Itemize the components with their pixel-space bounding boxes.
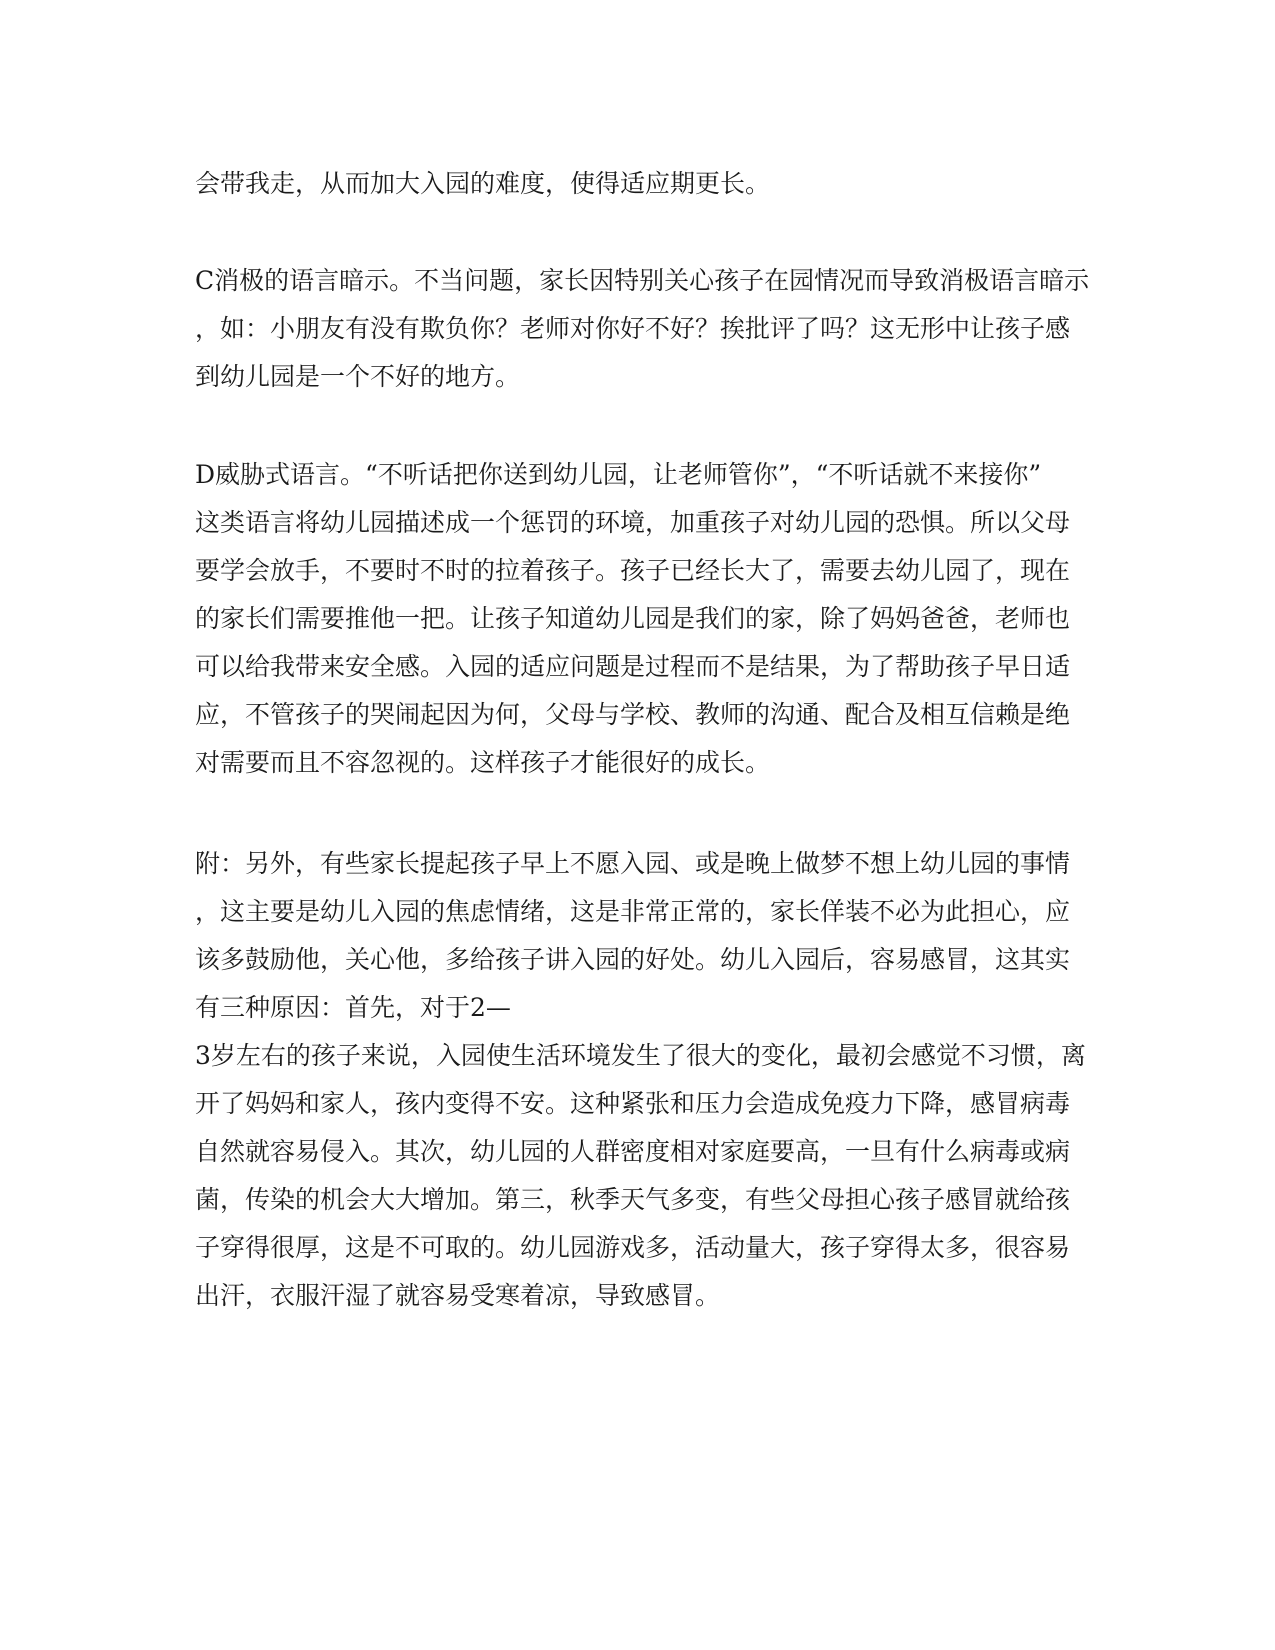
text-line: D威胁式语言。“不听话把你送到幼儿园，让老师管你”，“不听话就不来接你” (195, 460, 1042, 489)
text-line: ，这主要是幼儿入园的焦虑情绪，这是非常正常的，家长佯装不必为此担心，应 (195, 897, 1071, 926)
text-line: C消极的语言暗示。不当问题，家长因特别关心孩子在园情况而导致消极语言暗示 (195, 266, 1090, 295)
text-line: 有三种原因：首先，对于2— (195, 993, 511, 1022)
text-line: 的家长们需要推他一把。让孩子知道幼儿园是我们的家，除了妈妈爸爸，老师也 (195, 604, 1071, 633)
text-line: 3岁左右的孩子来说，入园使生活环境发生了很大的变化，最初会感觉不习惯，离 (195, 1041, 1086, 1070)
text-line: 子穿得很厚，这是不可取的。幼儿园游戏多，活动量大，孩子穿得太多，很容易 (195, 1233, 1071, 1262)
text-line: 会带我走，从而加大入园的难度，使得适应期更长。 (195, 169, 771, 198)
text-line: 菌，传染的机会大大增加。第三，秋季天气多变，有些父母担心孩子感冒就给孩 (195, 1185, 1071, 1214)
text-line: 要学会放手，不要时不时的拉着孩子。孩子已经长大了，需要去幼儿园了，现在 (195, 556, 1071, 585)
paragraph-1 (195, 160, 1085, 208)
paragraph-3 (195, 451, 1085, 787)
text-line: ，如：小朋友有没有欺负你？老师对你好不好？挨批评了吗？这无形中让孩子感 (195, 314, 1071, 343)
text-line: 应，不管孩子的哭闹起因为何，父母与学校、教师的沟通、配合及相互信赖是绝 (195, 700, 1071, 729)
text-line: 可以给我带来安全感。入园的适应问题是过程而不是结果，为了帮助孩子早日适 (195, 652, 1071, 681)
text-line: 对需要而且不容忽视的。这样孩子才能很好的成长。 (195, 748, 771, 777)
text-line: 出汗，衣服汗湿了就容易受寒着凉，导致感冒。 (195, 1281, 721, 1310)
text-line: 这类语言将幼儿园描述成一个惩罚的环境，加重孩子对幼儿园的恐惧。所以父母 (195, 508, 1071, 537)
text-line: 附：另外，有些家长提起孩子早上不愿入园、或是晚上做梦不想上幼儿园的事情 (195, 849, 1071, 878)
text-line: 开了妈妈和家人，孩内变得不安。这种紧张和压力会造成免疫力下降，感冒病毒 (195, 1089, 1071, 1118)
text-line: 到幼儿园是一个不好的地方。 (195, 362, 521, 391)
paragraph-2 (195, 257, 1090, 401)
paragraph-4 (195, 840, 1085, 1320)
text-line: 该多鼓励他，关心他，多给孩子讲入园的好处。幼儿入园后，容易感冒，这其实 (195, 945, 1071, 974)
text-line: 自然就容易侵入。其次，幼儿园的人群密度相对家庭要高，一旦有什么病毒或病 (195, 1137, 1071, 1166)
